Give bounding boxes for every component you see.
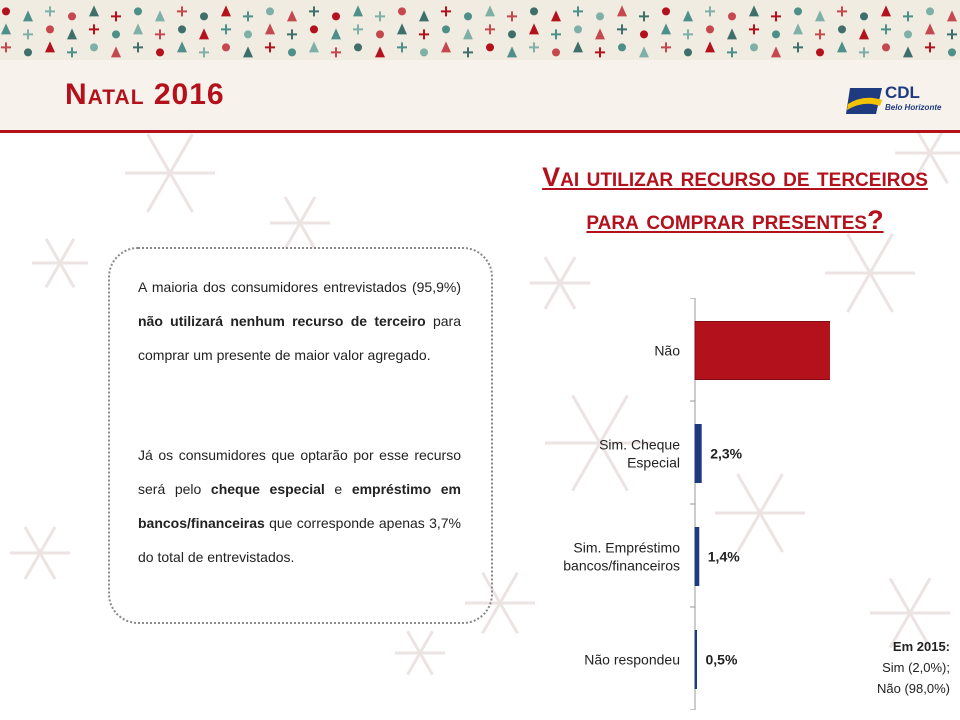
banner-ornament — [397, 42, 407, 52]
bar-1 — [695, 425, 701, 483]
banner-ornament — [463, 28, 473, 39]
banner-ornament — [200, 12, 208, 20]
summary-paragraph-1 — [138, 270, 461, 372]
snowflake-icon — [170, 134, 193, 173]
snowflake-icon — [890, 578, 910, 613]
text-run: cheque especial — [210, 481, 325, 497]
banner-ornament — [815, 10, 825, 21]
banner-ornament — [243, 11, 253, 21]
banner-ornament — [486, 43, 494, 51]
snowflake-icon — [408, 631, 421, 653]
bar-3 — [695, 631, 697, 689]
snowflake-icon — [408, 653, 421, 675]
banner-ornament — [837, 6, 847, 16]
banner-ornament — [2, 7, 10, 15]
banner-ornament — [552, 48, 560, 56]
banner-ornament — [706, 25, 714, 33]
banner-ornament — [67, 28, 77, 39]
text-run: Já os consumidores que optarão por esse recurso será pelo — [138, 447, 461, 497]
banner-ornament — [529, 23, 539, 34]
banner-ornament — [837, 41, 847, 52]
snowflake-icon — [60, 263, 74, 287]
snowflake-icon — [500, 603, 518, 633]
banner-ornament — [728, 12, 736, 20]
banner-ornament — [178, 25, 186, 33]
snowflake-icon — [848, 273, 871, 312]
banner-ornament — [596, 12, 604, 20]
banner-ornament — [903, 46, 913, 57]
banner-ornament — [661, 42, 671, 52]
banner-ornament — [859, 28, 869, 39]
banner-ornament — [287, 10, 297, 21]
banner-ornament — [464, 12, 472, 20]
snowflake-icon — [170, 173, 193, 212]
banner-ornament — [1, 23, 11, 34]
banner-ornament — [485, 24, 495, 34]
snowflake-icon — [46, 239, 60, 263]
banner-ornament — [508, 30, 516, 38]
banner-ornament — [705, 41, 715, 52]
previous-year-note — [850, 636, 950, 699]
banner-ornament — [947, 10, 957, 21]
banner-ornament — [332, 12, 340, 20]
snowflake-icon — [560, 257, 575, 283]
text-run: A maioria dos consumidores entrevistados (95,9%) — [138, 279, 461, 295]
snowflake-icon — [60, 239, 74, 263]
snowflake-icon — [40, 553, 55, 579]
banner-ornament — [46, 25, 54, 33]
snowflake-icon — [913, 133, 931, 153]
text-run: não utilizará nenhum recurso de terceiro — [138, 313, 426, 329]
banner-ornament — [705, 6, 715, 16]
banner-ornament — [353, 24, 363, 34]
note-heading: Em 2015: — [892, 639, 950, 654]
banner-ornament — [23, 10, 33, 21]
banner-ornament — [155, 29, 165, 39]
banner-ornament — [397, 23, 407, 34]
banner-ornament — [947, 29, 957, 39]
chart-question: Vai utilizar recurso de terceiros para comprar presentes? — [542, 162, 928, 235]
summary-paragraph-2 — [138, 438, 461, 574]
page-title: Natal 2016 — [65, 78, 225, 111]
banner-ornament — [353, 5, 363, 16]
banner-ornament — [617, 5, 627, 16]
banner-ornament — [155, 10, 165, 21]
banner-ornament — [266, 7, 274, 15]
banner-ornament — [573, 6, 583, 16]
note-line-no: Não (98,0%) — [877, 681, 950, 696]
banner-ornament — [551, 29, 561, 39]
banner-ornament — [309, 41, 319, 52]
bar-2 — [695, 528, 699, 586]
snowflake-icon — [910, 578, 930, 613]
banner-ornament — [398, 7, 406, 15]
christmas-banner — [0, 0, 960, 60]
banner-ornament — [222, 43, 230, 51]
banner-ornament — [420, 48, 428, 56]
banner-ornament — [331, 47, 341, 57]
text-run: empréstimo em bancos/financeiras — [138, 481, 462, 531]
bar-chart — [530, 298, 830, 710]
banner-ornament — [925, 42, 935, 52]
banner-ornament — [441, 6, 451, 16]
snowflake-icon — [46, 263, 60, 287]
banner-ornament — [376, 30, 384, 38]
snowflake-icon — [148, 134, 171, 173]
banner-ornament — [288, 48, 296, 56]
snowflake-icon — [500, 573, 518, 603]
banner-ornament — [111, 46, 121, 57]
bar-0 — [695, 322, 830, 380]
banner-ornament — [882, 43, 890, 51]
banner-ornament — [442, 25, 450, 33]
banner-ornament — [177, 41, 187, 52]
banner-ornament — [794, 7, 802, 15]
banner-ornament — [112, 30, 120, 38]
snowflake-icon — [545, 257, 560, 283]
snowflake-icon — [40, 527, 55, 553]
banner-ornament — [309, 6, 319, 16]
banner-ornament — [881, 5, 891, 16]
snowflake-icon — [285, 223, 300, 249]
banner-ornament — [331, 28, 341, 39]
banner-ornament — [156, 48, 164, 56]
banner-ornament — [507, 11, 517, 21]
snowflake-icon — [300, 223, 315, 249]
banner-ornament — [310, 25, 318, 33]
banner-ornament — [816, 48, 824, 56]
snowflake-icon — [148, 173, 171, 212]
banner-ornament — [595, 28, 605, 39]
banner-ornament — [90, 43, 98, 51]
snowflake-icon — [420, 631, 433, 653]
banner-ornament — [860, 12, 868, 20]
banner-ornament — [463, 47, 473, 57]
banner-ornament — [265, 23, 275, 34]
banner-ornament — [529, 42, 539, 52]
banner-ornament — [749, 5, 759, 16]
banner-ornament — [133, 23, 143, 34]
category-label: Não — [654, 342, 680, 359]
logo-subtext: Belo Horizonte — [885, 103, 942, 112]
banner-ornament — [199, 28, 209, 39]
banner-ornament — [24, 48, 32, 56]
banner-ornament — [881, 24, 891, 34]
category-label: bancos/financeiros — [563, 557, 680, 574]
snowflake-icon — [930, 133, 948, 153]
banner-ornament — [89, 24, 99, 34]
banner-ornament — [815, 29, 825, 39]
banner-ornament — [859, 47, 869, 57]
banner-ornament — [221, 5, 231, 16]
banner-ornament — [243, 46, 253, 57]
banner-ornament — [727, 28, 737, 39]
banner-ornament — [617, 24, 627, 34]
banner-ornament — [771, 11, 781, 21]
category-label: Especial — [627, 454, 680, 471]
banner-ornament — [948, 48, 956, 56]
banner-ornament — [904, 30, 912, 38]
christmas-pattern — [0, 0, 960, 60]
banner-ornament — [221, 24, 231, 34]
banner-ornament — [244, 30, 252, 38]
banner-ornament — [925, 23, 935, 34]
note-line-yes: Sim (2,0%); — [882, 660, 950, 675]
banner-ornament — [683, 10, 693, 21]
category-label: Sim. Cheque — [599, 436, 680, 453]
snowflake-icon — [25, 527, 40, 553]
banner-ornament — [551, 10, 561, 21]
banner-ornament — [595, 47, 605, 57]
banner-ornament — [727, 47, 737, 57]
banner-ornament — [485, 5, 495, 16]
category-label: Não respondeu — [584, 651, 680, 668]
banner-ornament — [265, 42, 275, 52]
banner-ornament — [89, 5, 99, 16]
data-label: 0,5% — [705, 651, 738, 668]
banner-ornament — [750, 43, 758, 51]
banner-ornament — [530, 7, 538, 15]
banner-ornament — [441, 41, 451, 52]
banner-ornament — [573, 41, 583, 52]
banner-ornament — [133, 42, 143, 52]
banner-ornament — [639, 11, 649, 21]
snowflake-icon — [285, 197, 300, 223]
data-label: 1,4% — [707, 548, 740, 565]
banner-ornament — [68, 12, 76, 20]
banner-ornament — [1, 42, 11, 52]
banner-ornament — [375, 11, 385, 21]
snowflake-icon — [300, 197, 315, 223]
banner-ornament — [749, 24, 759, 34]
category-label: Sim. Empréstimo — [573, 539, 680, 556]
logo-text: CDL — [885, 83, 920, 102]
banner-ornament — [903, 11, 913, 21]
banner-ornament — [199, 47, 209, 57]
banner-ornament — [354, 43, 362, 51]
banner-ornament — [45, 41, 55, 52]
banner-ornament — [683, 29, 693, 39]
snowflake-icon — [25, 553, 40, 579]
banner-ornament — [287, 29, 297, 39]
banner-ornament — [67, 47, 77, 57]
banner-ornament — [662, 7, 670, 15]
banner-ornament — [793, 42, 803, 52]
banner-ornament — [419, 10, 429, 21]
banner-ornament — [640, 30, 648, 38]
snowflake-icon — [420, 653, 433, 675]
banner-ornament — [838, 25, 846, 33]
snowflake-icon — [930, 153, 948, 183]
snowflake-icon — [870, 273, 893, 312]
text-run: para comprar um presente de maior valor agregado. — [138, 313, 461, 363]
banner-ornament — [639, 46, 649, 57]
banner-ornament — [661, 23, 671, 34]
banner-ornament — [134, 7, 142, 15]
banner-ornament — [926, 7, 934, 15]
banner-ornament — [23, 29, 33, 39]
text-run: e — [324, 481, 352, 497]
banner-ornament — [177, 6, 187, 16]
banner-ornament — [574, 25, 582, 33]
banner-ornament — [507, 46, 517, 57]
banner-ornament — [618, 43, 626, 51]
banner-ornament — [111, 11, 121, 21]
banner-ornament — [684, 48, 692, 56]
data-label: 2,3% — [710, 445, 743, 462]
banner-ornament — [419, 29, 429, 39]
banner-ornament — [375, 46, 385, 57]
banner-ornament — [772, 30, 780, 38]
banner-ornament — [793, 23, 803, 34]
banner-ornament — [45, 6, 55, 16]
text-run: que corresponde apenas 3,7% do total de entrevistados. — [138, 515, 461, 565]
banner-ornament — [771, 46, 781, 57]
